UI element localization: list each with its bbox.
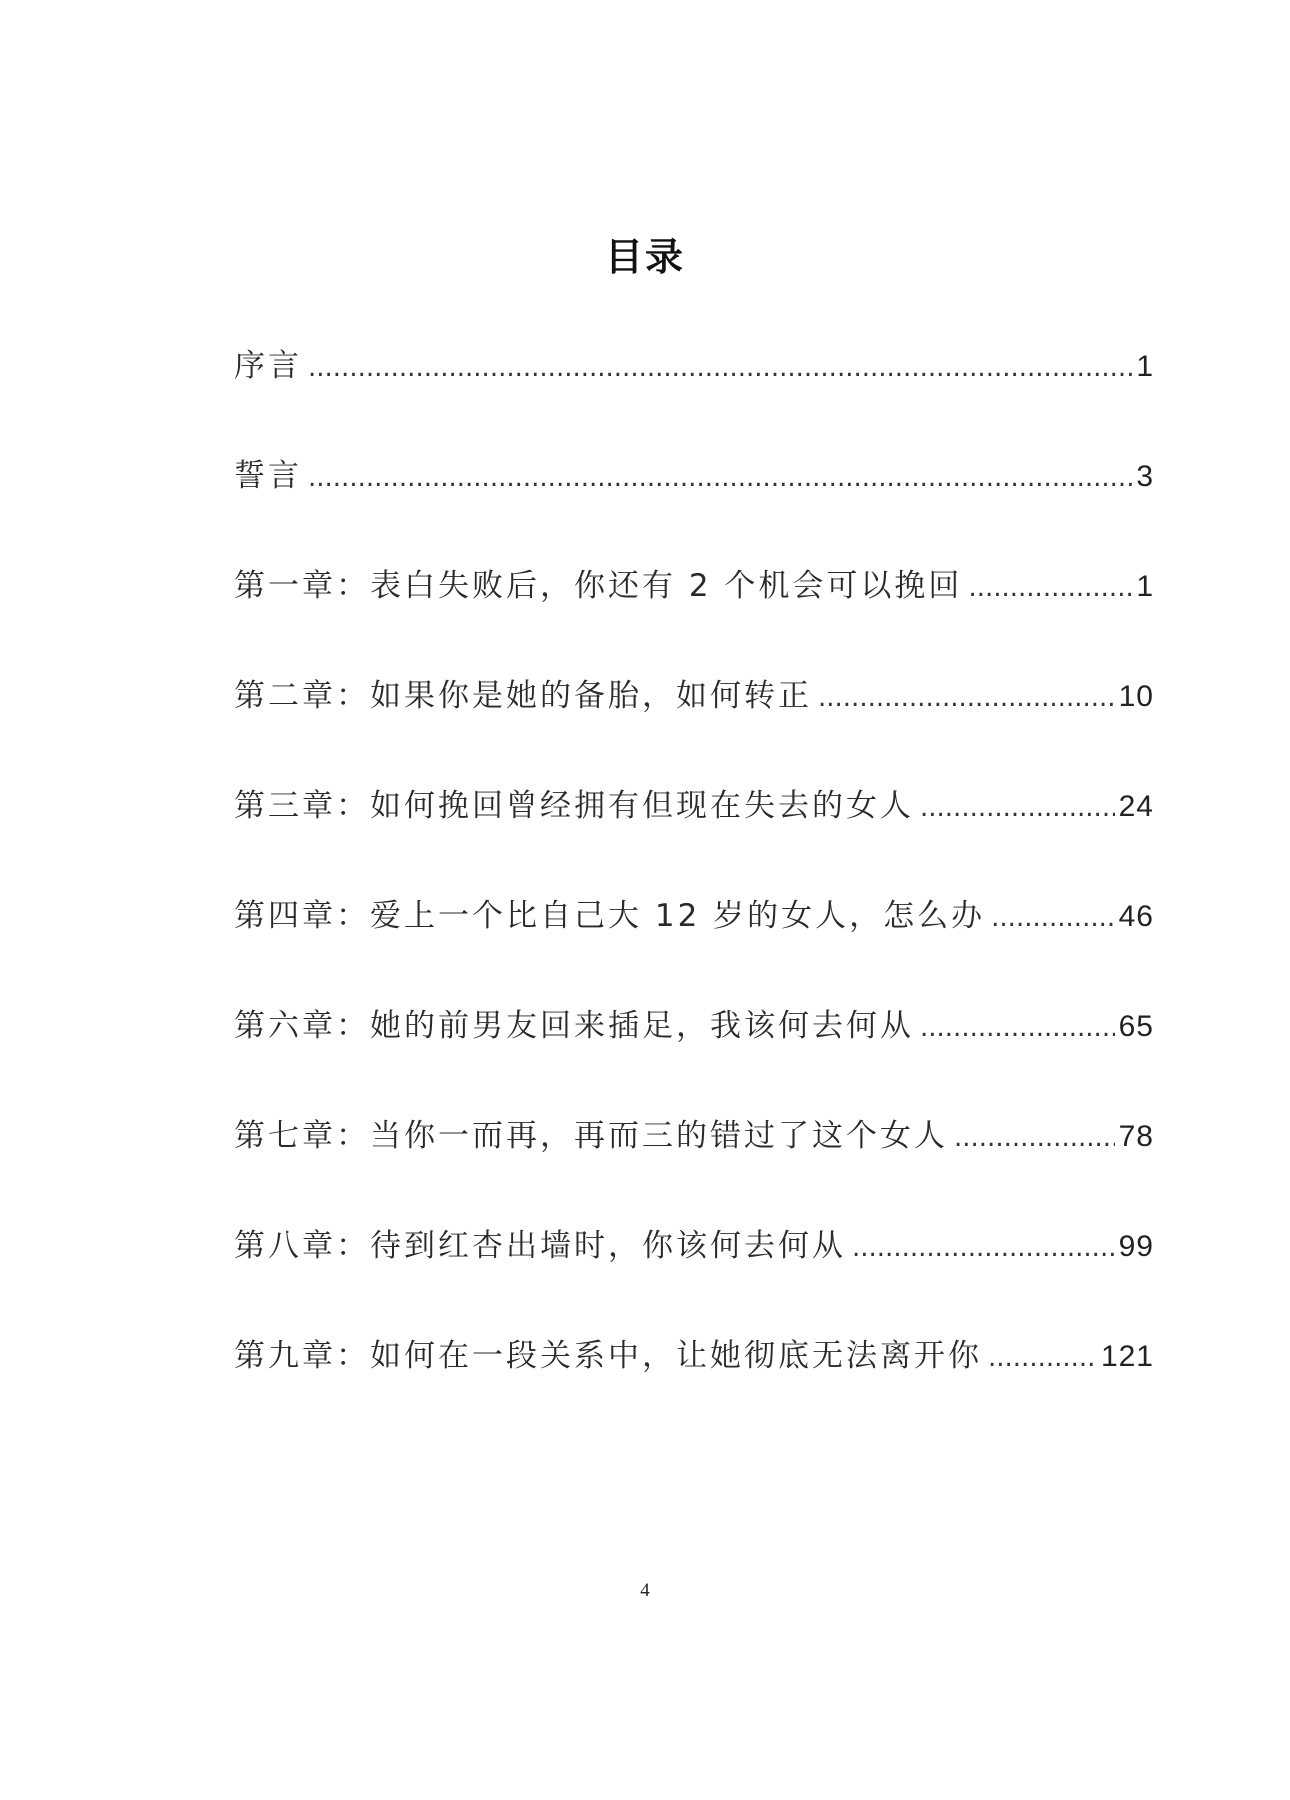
dot-leader <box>818 683 1115 713</box>
toc-entry-label: 誓言 <box>234 458 302 494</box>
toc-entry-page: 99 <box>1118 1230 1154 1263</box>
toc-entry-page: 1 <box>1136 570 1154 603</box>
toc-entry-label: 第二章：如果你是她的备胎，如何转正 <box>234 678 812 714</box>
dot-leader <box>920 1013 1115 1043</box>
toc-entry-page: 24 <box>1118 790 1154 823</box>
dot-leader <box>991 903 1114 933</box>
toc-entry-chapter-4[interactable] <box>234 890 1154 1000</box>
toc-entry-chapter-6[interactable] <box>234 1000 1154 1110</box>
toc-title: 目录 <box>604 235 685 279</box>
toc-entry-chapter-7[interactable] <box>234 1110 1154 1220</box>
dot-leader <box>988 1343 1097 1373</box>
toc-entry-oath[interactable] <box>234 450 1154 560</box>
toc-entry-page: 121 <box>1100 1340 1154 1373</box>
toc-entry-label: 第四章：爱上一个比自己大 12 岁的女人，怎么办 <box>234 898 986 934</box>
toc-entry-preface[interactable] <box>234 340 1154 450</box>
toc-entry-page: 1 <box>1136 350 1154 383</box>
toc-entry-page: 10 <box>1118 680 1154 713</box>
toc-entry-chapter-1[interactable] <box>234 560 1154 670</box>
dot-leader <box>308 353 1132 383</box>
page-number: 4 <box>640 1580 650 1601</box>
toc-entry-page: 78 <box>1118 1120 1154 1153</box>
toc-entry-chapter-9[interactable] <box>234 1330 1154 1440</box>
toc-entry-label: 第六章：她的前男友回来插足，我该何去何从 <box>234 1008 914 1044</box>
dot-leader <box>920 793 1115 823</box>
toc-entry-label: 第九章：如何在一段关系中，让她彻底无法离开你 <box>234 1338 982 1374</box>
toc-entry-label: 序言 <box>234 348 302 384</box>
dot-leader <box>968 573 1132 603</box>
toc-entry-chapter-2[interactable] <box>234 670 1154 780</box>
toc-entry-label: 第七章：当你一而再，再而三的错过了这个女人 <box>234 1118 948 1154</box>
toc-entry-page: 3 <box>1136 460 1154 493</box>
dot-leader <box>954 1123 1115 1153</box>
dot-leader <box>852 1233 1115 1263</box>
toc-entry-page: 65 <box>1118 1010 1154 1043</box>
toc-entry-chapter-3[interactable] <box>234 780 1154 890</box>
toc-entry-chapter-8[interactable] <box>234 1220 1154 1330</box>
toc-entry-page: 46 <box>1118 900 1154 933</box>
toc-entry-label: 第三章：如何挽回曾经拥有但现在失去的女人 <box>234 788 914 824</box>
toc-entry-label: 第八章：待到红杏出墙时，你该何去何从 <box>234 1228 846 1264</box>
toc-list <box>234 340 1154 1440</box>
dot-leader <box>308 463 1132 493</box>
toc-entry-label: 第一章：表白失败后，你还有 2 个机会可以挽回 <box>234 568 963 604</box>
